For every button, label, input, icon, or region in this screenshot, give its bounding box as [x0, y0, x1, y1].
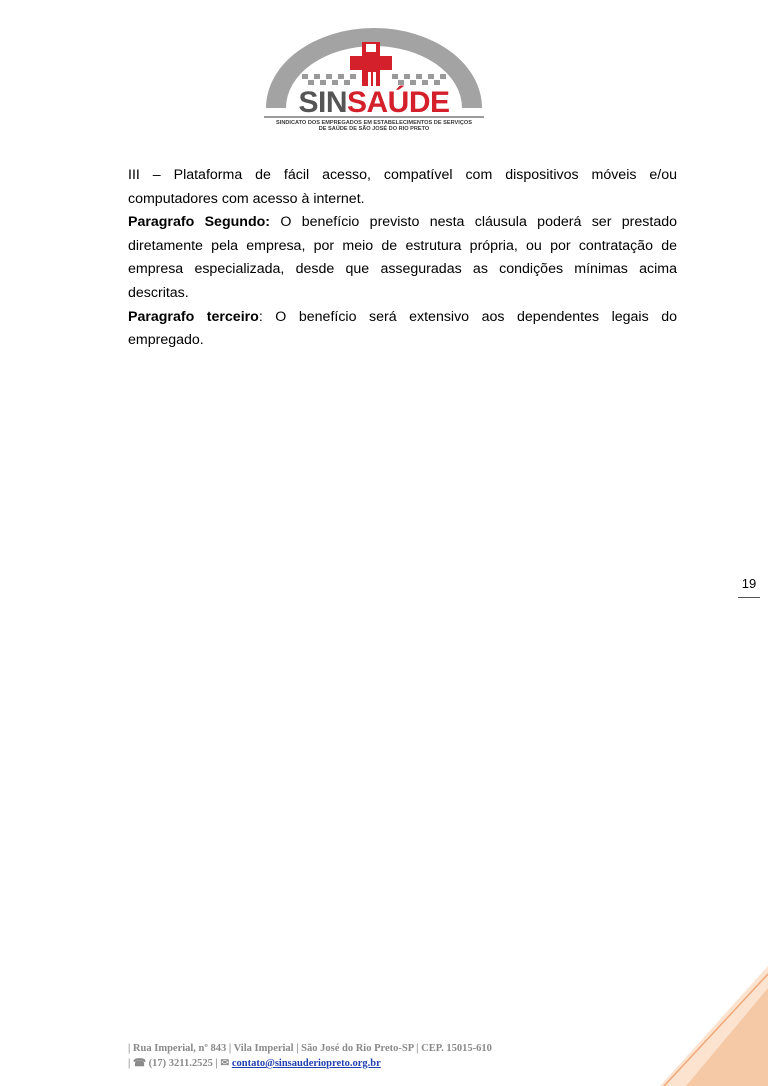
paragraph-segundo-label: Paragrafo Segundo: [128, 214, 270, 231]
paragraph-segundo-text: O benefício previsto nesta cláusula poderá ser prestado diretamente pela empresa, por meio de estrutura própria, ou por contratação de empresa especializada, desde que asseguradas as condições mínimas acima descritas. [128, 214, 677, 301]
corner-decoration [608, 966, 768, 1086]
logo-name-saude: SAÚDE [347, 86, 450, 119]
logo-cross-icon [350, 42, 392, 86]
footer-contact-line [128, 1056, 588, 1071]
paragraph-terceiro-label: Paragrafo terceiro [128, 308, 259, 325]
footer-phone: (17) 3211.2525 | [146, 1058, 218, 1069]
paragraph-item-iii: III – Plataforma de fácil acesso, compatível com dispositivos móveis e/ou computadores com acesso à internet. [128, 167, 677, 207]
svg-text:SINSAÚDE [298, 85, 449, 119]
footer [128, 1041, 588, 1071]
document-body [128, 164, 677, 353]
logo-tagline-1: SINDICATO DOS EMPREGADOS EM ESTABELECIMENTOS DE SERVIÇOS [276, 120, 472, 126]
logo-tagline-2: DE SAÚDE DE SÃO JOSÉ DO RIO PRETO [318, 126, 430, 132]
paragraph-terceiro [128, 306, 677, 353]
logo-name-sin: SIN [298, 86, 347, 119]
envelope-icon: ✉ [220, 1058, 230, 1069]
footer-email-link[interactable]: contato@sinsauderiopreto.org.br [231, 1058, 381, 1069]
sinsaude-logo [258, 22, 490, 134]
page-number: 19 [738, 576, 760, 598]
paragraph-segundo [128, 211, 677, 305]
phone-icon: ☎ [132, 1058, 147, 1069]
paragraph-terceiro-text: : O benefício será extensivo aos dependentes legais do empregado. [128, 308, 677, 349]
footer-address: | Rua Imperial, nº 843 | Vila Imperial | São José do Rio Preto-SP | CEP. 15015-610 [128, 1043, 492, 1054]
footer-phone-prefix: | [128, 1058, 133, 1069]
